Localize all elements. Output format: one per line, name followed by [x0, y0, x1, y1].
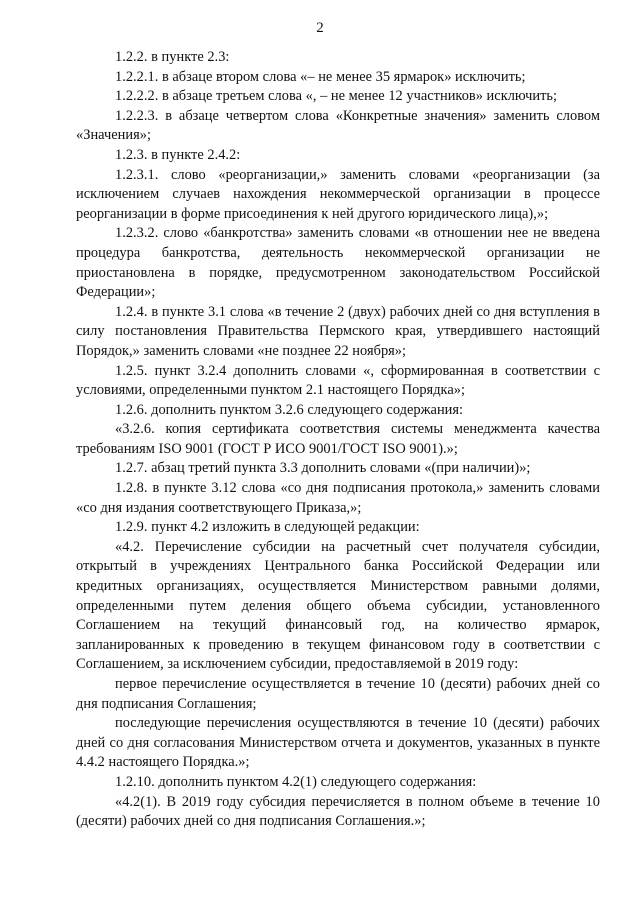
paragraph-4-2-1-text: «4.2(1). В 2019 году субсидия перечисляется в полном объеме в течение 10 (десяти) рабочих дней со дня подписания Соглашения.»;: [76, 793, 600, 830]
document-body: [76, 48, 600, 832]
paragraph-1-2-2-1: 1.2.2.1. в абзаце втором слова «– не менее 35 ярмарок» исключить;: [115, 68, 526, 85]
paragraph-1-2-6: 1.2.6. дополнить пунктом 3.2.6 следующего содержания:: [115, 401, 464, 418]
paragraph-1-2-7: 1.2.7. абзац третий пункта 3.3 дополнить словами «(при наличии)»;: [115, 460, 531, 477]
paragraph-1-2-3-1: 1.2.3.1. слово «реорганизации,» заменить словами «реорганизации (за исключением случаев нахождения некоммерческой организации в процессе реорганизации в форме присоединения к ней другого юридического лица),»;: [76, 166, 600, 222]
paragraph-1-2-2-3: 1.2.2.3. в абзаце четвертом слова «Конкретные значения» заменить словом «Значения»;: [76, 107, 600, 144]
paragraph-1-2-10: 1.2.10. дополнить пунктом 4.2(1) следующего содержания:: [115, 773, 477, 790]
paragraph-1-2-4: 1.2.4. в пункте 3.1 слова «в течение 2 (двух) рабочих дней со дня вступления в силу постановления Правительства Пермского края, утвердившего настоящий Порядок,» заменить словами «не позднее 22 ноября»;: [76, 303, 600, 359]
paragraph-1-2-2-2: 1.2.2.2. в абзаце третьем слова «, – не менее 12 участников» исключить;: [115, 88, 558, 105]
paragraph-4-2-text: «4.2. Перечисление субсидии на расчетный счет получателя субсидии, открытый в учреждениях Центрального банка Российской Федерации или кредитных организациях, осуществляется Министерством равными долями, определенными путем деления общего объема субсидии, установленного Соглашением на текущий финансовый год, на количество ярмарок, запланированных к проведению в текущем финансовом году в соответствии с Соглашением, за исключением субсидии, предоставляемой в 2019 году:: [76, 538, 600, 673]
paragraph-1-2-5: 1.2.5. пункт 3.2.4 дополнить словами «, сформированная в соответствии с условиями, определенными пунктом 2.1 настоящего Порядка»;: [76, 362, 600, 399]
page-number: 2: [316, 20, 324, 36]
paragraph-1-2-3-2: 1.2.3.2. слово «банкротства» заменить словами «в отношении нее не введена процедура банкротства, деятельность некоммерческой организации не приостановлена в порядке, предусмотренном законодательством Российской Федерации»;: [76, 225, 600, 301]
paragraph-1-2-2: 1.2.2. в пункте 2.3:: [115, 49, 230, 65]
paragraph-first-transfer: первое перечисление осуществляется в течение 10 (десяти) рабочих дней со дня подписания Соглашения;: [76, 676, 600, 712]
paragraph-1-2-9: 1.2.9. пункт 4.2 изложить в следующей редакции:: [115, 519, 420, 536]
paragraph-3-2-6-text: «3.2.6. копия сертификата соответствия системы менеджмента качества требованиям ISO 9001 (ГОСТ Р ИСО 9001/ГОСТ ISO 9001).»;: [76, 421, 600, 457]
paragraph-1-2-8: 1.2.8. в пункте 3.12 слова «со дня подписания протокола,» заменить словами «со дня издания соответствующего Приказа,»;: [76, 480, 600, 516]
paragraph-subsequent-transfers: последующие перечисления осуществляются в течение 10 (десяти) рабочих дней со дня согласования Министерством отчета и документов, указанных в пункте 4.4.2 настоящего Порядка.»;: [76, 715, 600, 771]
paragraph-1-2-3: 1.2.3. в пункте 2.4.2:: [115, 146, 241, 163]
